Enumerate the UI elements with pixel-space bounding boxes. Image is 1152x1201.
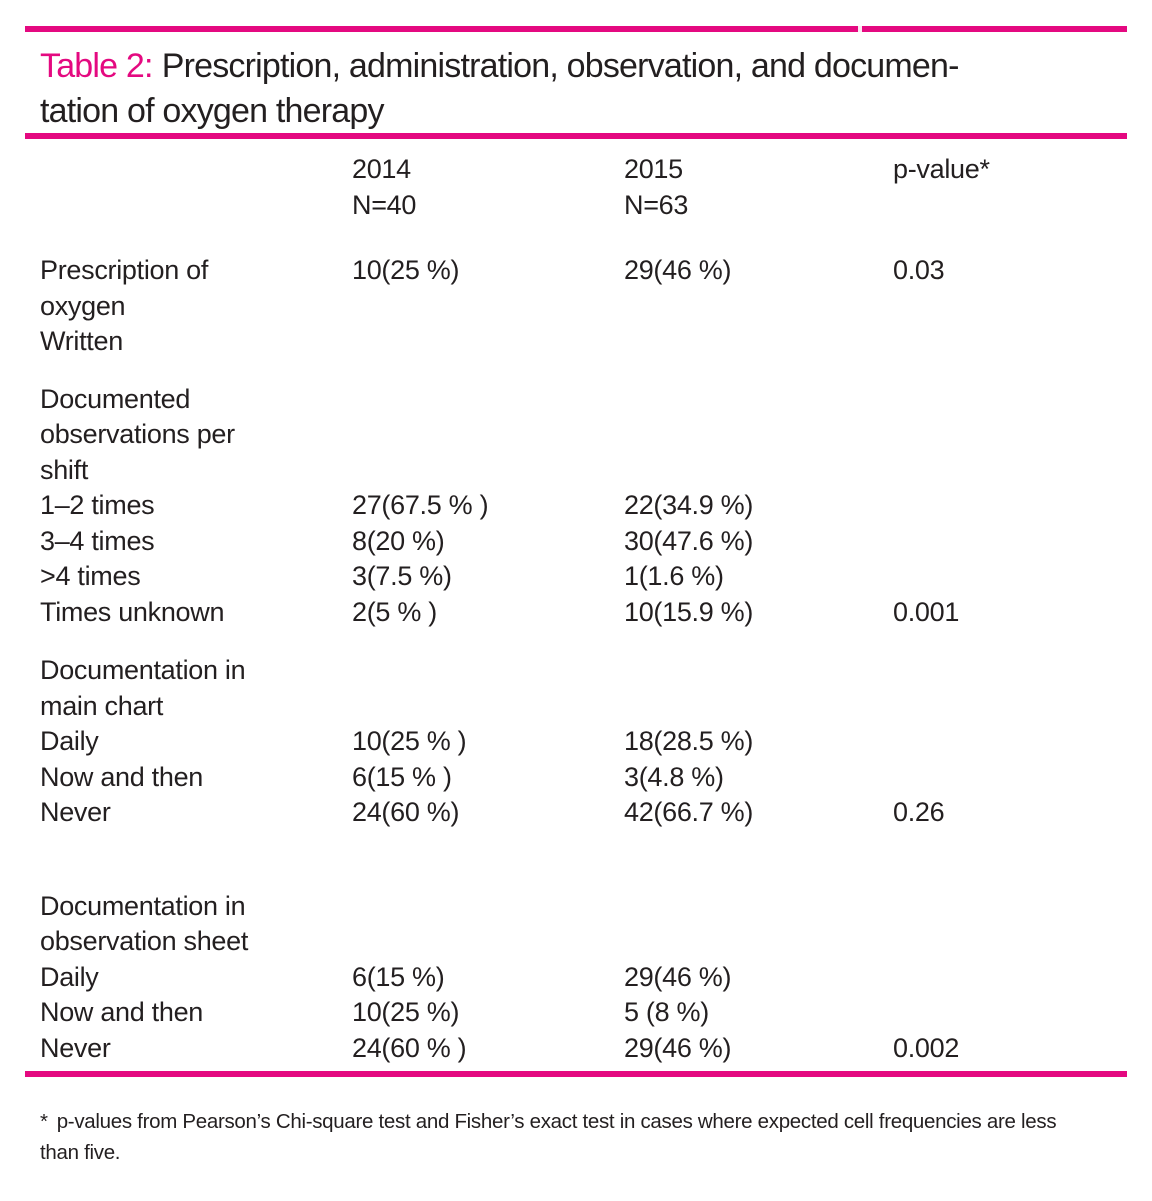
pvalue-cell: [893, 760, 1112, 796]
empty-cell: [893, 382, 1112, 418]
title-top-rule-right-segment: [862, 26, 1127, 32]
value-2015-cell: 1(1.6 %): [624, 561, 724, 591]
value-2014-cell: 24(60 % ): [352, 1032, 467, 1063]
footnote-line2: than five.: [40, 1141, 121, 1164]
value-2014-cell: 2(5 % ): [352, 596, 437, 627]
empty-cell: [893, 324, 1112, 360]
row-label-cell: Now and then: [40, 761, 204, 792]
value-2014-cell: 24(60 %): [352, 797, 460, 827]
row-label-cell: Daily: [40, 961, 99, 992]
value-2015-cell: 29(46 %): [624, 1032, 732, 1063]
data-row: [40, 724, 1112, 760]
row-label-cell: Times unknown: [40, 596, 225, 627]
value-2015-cell: 5 (8 %): [624, 997, 709, 1027]
row-label-cell: 3–4 times: [40, 525, 155, 556]
value-2015-cell: 29(46 %): [624, 255, 732, 285]
value-2015-cell: 22(34.9 %): [624, 490, 754, 520]
empty-cell: [352, 889, 624, 925]
row-label-cell: Written: [40, 326, 123, 356]
empty-cell: [624, 453, 893, 489]
data-row: [40, 595, 1112, 631]
header-row-n: [40, 188, 1112, 224]
value-2014-cell: 6(15 % ): [352, 761, 452, 792]
empty-cell: [893, 924, 1112, 960]
value-2014-cell: 10(25 % ): [352, 726, 467, 756]
header-label-cell: [40, 188, 352, 224]
n-2014-cell: N=40: [352, 189, 417, 220]
table-title: [40, 44, 1135, 134]
value-2014-cell: 27(67.5 % ): [352, 490, 489, 520]
value-2014-cell: 3(7.5 %): [352, 561, 452, 591]
table-bottom-rule: [25, 1071, 1127, 1077]
empty-cell: [893, 289, 1112, 325]
data-row: [40, 1031, 1112, 1067]
section-row: [40, 417, 1112, 453]
section-label-cell: Documented: [40, 383, 191, 414]
row-label-cell: Prescription of: [40, 255, 209, 285]
col-header-2014: 2014: [352, 154, 411, 184]
row-label-cell: Never: [40, 1032, 111, 1063]
row-label-cell: oxygen: [40, 290, 126, 321]
header-label-cell: [40, 152, 352, 188]
footnote-text-line1: p-values from Pearson’s Chi-square test and Fisher’s exact test in cases where expected cell frequencies are less: [56, 1110, 1057, 1133]
pvalue-cell: 0.03: [893, 255, 945, 285]
col-header-pvalue: p-value*: [893, 154, 990, 184]
pvalue-cell: [893, 960, 1112, 996]
row-label-cell: Now and then: [40, 997, 204, 1027]
table-number-label: Table 2:: [40, 47, 153, 85]
spacer: [40, 831, 1112, 889]
pvalue-cell: [893, 488, 1112, 524]
title-bottom-rule: [25, 133, 1127, 139]
data-row: [40, 488, 1112, 524]
value-2015-cell: 29(46 %): [624, 961, 732, 992]
empty-cell: [352, 689, 624, 725]
table-footnote: [40, 1106, 1135, 1168]
label-continuation-row: [40, 324, 1112, 360]
spacer: [40, 360, 1112, 382]
data-row: [40, 795, 1112, 831]
section-row: [40, 453, 1112, 489]
pvalue-cell: 0.26: [893, 797, 945, 827]
table-title-line2: tation of oxygen therapy: [40, 92, 384, 130]
data-row: [40, 253, 1112, 289]
pvalue-cell: 0.001: [893, 596, 960, 627]
value-2014-cell: 8(20 %): [352, 525, 445, 556]
empty-cell: [893, 653, 1112, 689]
pvalue-cell: 0.002: [893, 1032, 960, 1063]
row-label-cell: Daily: [40, 726, 99, 756]
empty-cell: [624, 382, 893, 418]
empty-cell: [352, 653, 624, 689]
data-row: [40, 559, 1112, 595]
empty-cell: [624, 324, 893, 360]
col-header-2015: 2015: [624, 154, 683, 184]
value-2015-cell: 30(47.6 %): [624, 525, 754, 556]
title-top-rule-left-segment: [25, 26, 858, 32]
value-2015-cell: 18(28.5 %): [624, 726, 754, 756]
header-row-years: [40, 152, 1112, 188]
section-row: [40, 889, 1112, 925]
empty-cell: [624, 653, 893, 689]
empty-cell: [893, 689, 1112, 725]
section-row: [40, 653, 1112, 689]
data-row: [40, 960, 1112, 996]
pvalue-cell: [893, 724, 1112, 760]
empty-cell: [893, 453, 1112, 489]
pvalue-cell: [893, 995, 1112, 1031]
section-label-cell: Documentation in: [40, 890, 246, 921]
empty-cell: [352, 289, 624, 325]
section-label-cell: observation sheet: [40, 926, 249, 956]
table-title-text-line1: Prescription, administration, observation, and documen-: [161, 47, 959, 85]
value-2014-cell: 10(25 %): [352, 255, 460, 285]
section-label-cell: shift: [40, 454, 89, 485]
spacer: [40, 223, 1112, 253]
value-2014-cell: 6(15 %): [352, 961, 445, 992]
data-row: [40, 760, 1112, 796]
n-2015-cell: N=63: [624, 189, 689, 220]
empty-cell: [893, 417, 1112, 453]
value-2015-cell: 42(66.7 %): [624, 797, 754, 827]
table-title-line1: [40, 44, 1135, 89]
value-2015-cell: 10(15.9 %): [624, 596, 754, 627]
row-label-cell: 1–2 times: [40, 490, 155, 520]
section-row: [40, 382, 1112, 418]
footnote-line1: [40, 1106, 1135, 1137]
label-continuation-row: [40, 289, 1112, 325]
empty-cell: [624, 289, 893, 325]
footnote-asterisk: *: [40, 1110, 48, 1133]
empty-cell: [624, 689, 893, 725]
data-row: [40, 995, 1112, 1031]
empty-cell: [352, 453, 624, 489]
section-label-cell: Documentation in: [40, 655, 246, 685]
empty-cell: [352, 417, 624, 453]
empty-cell: [893, 188, 1112, 224]
section-row: [40, 689, 1112, 725]
value-2014-cell: 10(25 %): [352, 997, 460, 1027]
data-row: [40, 524, 1112, 560]
spacer: [40, 630, 1112, 653]
section-label-cell: main chart: [40, 690, 164, 721]
title-top-rule: [25, 26, 1127, 32]
row-label-cell: >4 times: [40, 561, 141, 591]
empty-cell: [352, 924, 624, 960]
empty-cell: [893, 889, 1112, 925]
value-2015-cell: 3(4.8 %): [624, 761, 724, 792]
row-label-cell: Never: [40, 797, 111, 827]
pvalue-cell: [893, 559, 1112, 595]
section-row: [40, 924, 1112, 960]
section-label-cell: observations per: [40, 419, 235, 449]
pvalue-cell: [893, 524, 1112, 560]
empty-cell: [624, 889, 893, 925]
empty-cell: [624, 417, 893, 453]
empty-cell: [624, 924, 893, 960]
empty-cell: [352, 324, 624, 360]
data-table: [40, 152, 1112, 1066]
empty-cell: [352, 382, 624, 418]
